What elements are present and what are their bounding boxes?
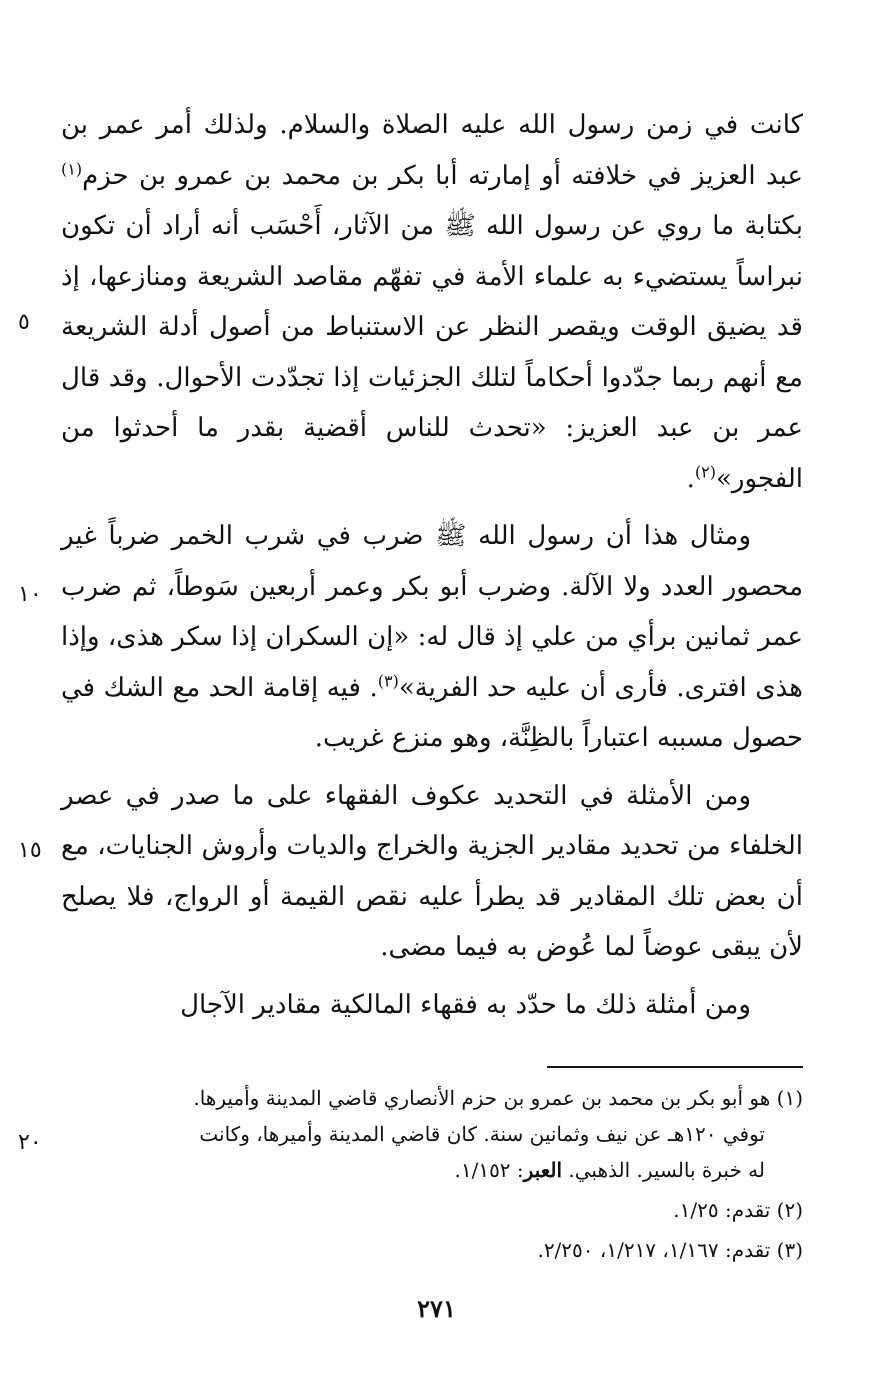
footnote-separator [547, 1066, 803, 1068]
paragraph-3 [61, 771, 803, 973]
source-reference: : ١/١٥٢. [454, 1158, 524, 1182]
footnote-ref-3[interactable]: (٣) [377, 670, 399, 690]
footnote-line: له خبرة بالسير. الذهبي. [568, 1158, 765, 1182]
paragraph-4 [61, 980, 803, 1031]
line-number: ٥ [18, 310, 30, 335]
footnote-3 [61, 1232, 803, 1268]
source-title: العبر [523, 1158, 563, 1182]
paragraph-text: كانت في زمن رسول الله عليه الصلاة والسلام. ولذلك أمر عمر بن عبد العزيز في خلافته أو إمارته أبا بكر بن محمد بن عمرو بن حزم [61, 110, 803, 191]
paragraph-text: ومن أمثلة ذلك ما حدّد به فقهاء المالكية مقادير الآجال [180, 989, 751, 1020]
footnote-marker: (٢) [776, 1198, 803, 1222]
footnote-marker: (٣) [776, 1238, 803, 1262]
paragraph-text: ومن الأمثلة في التحديد عكوف الفقهاء على ما صدر في عصر الخلفاء من تحديد مقادير الجزية والخراج والديات وأروش الجنايات، مع أن بعض تلك المقادير قد يطرأ عليه نقص القيمة أو الرواج، فلا يصلح لأن يبقى عوضاً لما عُوض به فيما مضى. [61, 780, 803, 962]
footnote-ref-2[interactable]: (٢) [694, 461, 717, 481]
footnote-line: هو أبو بكر بن محمد بن عمرو بن حزم الأنصاري قاضي المدينة وأميرها. [193, 1086, 771, 1110]
footnote-line-with-source [61, 1152, 803, 1188]
paragraph-text: . فيه إقامة الحد مع الشك في حصول مسببه اعتباراً بالظِنَّة، وهو منزع غريب. [61, 672, 803, 753]
footnotes [61, 1080, 803, 1268]
footnote-ref-1[interactable]: (١) [61, 158, 83, 178]
paragraph-text: ومثال هذا أن رسول الله ﷺ ضرب في شرب الخمر ضرباً غير محصور العدد ولا الآلة. وضرب أبو بكر وعمر أربعين سَوطاً، ثم ضرب عمر ثمانين برأي من علي إذ قال له: «إن السكران إذا سكر هذى، وإذا هذى افترى. فأرى أن عليه حد الفرية» [61, 521, 804, 703]
paragraph-1 [61, 100, 803, 504]
line-number: ١٠ [18, 582, 42, 607]
paragraph-text: بكتابة ما روي عن رسول الله ﷺ من الآثار، أَحْسَب أنه أراد أن تكون نبراساً يستضيء به علماء الأمة في تفهّم مقاصد الشريعة ومنازعها، إذ قد يضيق الوقت ويقصر النظر عن الاستنباط من أصول أدلة الشريعة مع أنهم ربما جدّدوا أحكاماً لتلك الجزئيات إذا تجدّدت الأحوال. وقد قال عمر بن عبد العزيز: «تحدث للناس أقضية بقدر ما أحدثوا من الفجور» [61, 211, 803, 494]
page-number: ٢٧١ [417, 1294, 456, 1323]
footnote-2 [61, 1192, 803, 1228]
footnote-marker: (١) [776, 1086, 803, 1110]
paragraph-text: . [686, 463, 695, 494]
footnote-line: توفي ١٢٠هـ عن نيف وثمانين سنة. كان قاضي المدينة وأميرها، وكانت [199, 1122, 765, 1146]
paragraph-2 [61, 511, 803, 764]
line-number: ٢٠ [18, 1130, 42, 1155]
footnote-1 [61, 1080, 803, 1188]
line-number: ١٥ [18, 838, 42, 863]
footnote-line: تقدم: ١/١٦٧، ١/٢١٧، ٢/٢٥٠. [537, 1238, 771, 1262]
footnote-line: تقدم: ١/٢٥. [673, 1198, 771, 1222]
main-text [61, 100, 803, 1030]
